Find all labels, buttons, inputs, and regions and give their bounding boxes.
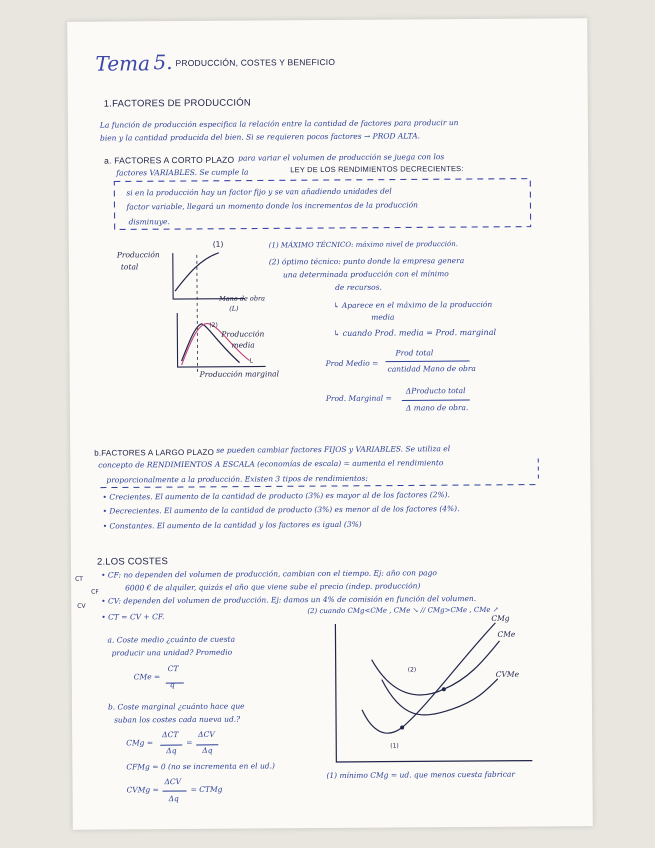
curve-cmg-label: CMg (491, 613, 510, 623)
s1-line-1: La función de producción especifica la relación entre la cantidad de factores para producir un (99, 118, 459, 130)
b-heading: b.FACTORES A LARGO PLAZO (94, 447, 215, 458)
bottom-note: (1) mínimo CMg = ud. que menos cuesta fabricar (326, 769, 515, 781)
cf-mark: CF (91, 588, 99, 596)
curve-cvme-label: CVMe (495, 669, 520, 679)
tema-number: 5. (153, 50, 173, 75)
prod-medio-lhs: Prod Medio = (325, 358, 379, 369)
cfmg-line: CFMg = 0 (no se incrementa en el ud.) (126, 761, 275, 772)
b-bullet-2: • Decrecientes. El aumento de la cantidad de producto (3%) es menor al de los factores (4%). (102, 504, 460, 516)
cvmg-lhs: CVMg = (126, 785, 159, 795)
prod-marginal-den: Δ mano de obra. (405, 403, 469, 413)
note-1: (1) MÁXIMO TÉCNICO: máximo nivel de producción. (268, 240, 459, 250)
law-box-line-2: factor variable, llegará un momento donde los incrementos de la producción (126, 200, 419, 212)
b-line-3: proporcionalmente a la producción. Existen 3 tipos de rendimientos: (106, 473, 368, 485)
a-line-1: para variar el volumen de producción se juega con los (238, 152, 445, 163)
graph1-ylabel-1: Producción (116, 250, 160, 260)
graph1-pmg: Producción marginal (199, 369, 280, 379)
cmg-num-1: ΔCT (162, 730, 179, 740)
note-3b: media (371, 312, 395, 322)
tema-subtitle: PRODUCCIÓN, COSTES Y BENEFICIO (175, 56, 336, 69)
notebook-page (67, 18, 593, 830)
prod-marginal-num: ΔProducto total (405, 386, 466, 396)
a-heading: a. FACTORES A CORTO PLAZO (104, 154, 235, 166)
graph1-xmark: L (249, 357, 253, 365)
s1-line-2: bien y la cantidad producida del bien. Si se requieren pocos factores → PROD ALTA. (99, 131, 421, 143)
s2-line-4: • CT = CV + CF. (101, 612, 165, 622)
graph1-pm-2: media (231, 340, 255, 350)
cvmg-den: Δq (168, 794, 179, 804)
section-2-heading: 2.LOS COSTES (96, 556, 169, 568)
cmg-den-2: Δq (202, 745, 213, 755)
graph1-xlabel-2: (L) (229, 304, 239, 313)
s2-line-2: 6000 € de alquiler, quizás el año que viene sube el precio (indep. producción) (125, 581, 421, 593)
graph1-mark-1: (1) (212, 239, 224, 249)
cvmg-rhs: = CTMg (190, 784, 223, 794)
graph1-ylabel-2: total (120, 262, 139, 272)
coste-medio-1: a. Coste medio ¿cuánto de cuesta (107, 634, 236, 645)
note-4: ↳ cuando Prod. media = Prod. marginal (333, 327, 497, 338)
graph2-mark-1: (1) (390, 742, 399, 750)
coste-marginal-2: suban los costes cada nueva ud.? (114, 714, 241, 725)
prod-medio-den: cantidad Mano de obra (387, 363, 476, 374)
graph1-pm-1: Producción (221, 329, 265, 339)
cmg-lhs: CMg = (126, 738, 154, 748)
b-line-1: se pueden cambiar factores FIJOS y VARIABLES. Se utiliza el (216, 444, 451, 455)
graph1-xlabel-1: Mano de obra (219, 294, 265, 303)
tema-title: Tema (95, 51, 151, 76)
a-law: LEY DE LOS RENDIMIENTOS DECRECIENTES: (290, 164, 464, 175)
ct-mark: CT (75, 575, 83, 583)
note-3a: ↳ Aparece en el máximo de la producción (333, 299, 493, 310)
cv-mark: CV (77, 602, 86, 610)
graph1-mark-2: (2) (209, 321, 218, 329)
curve-cme-label: CMe (497, 629, 516, 639)
s2-note-2: (2) cuando CMg<CMe , CMe ↘ // CMg>CMe , CMe ↗ (307, 605, 499, 616)
s2-line-1: • CF: no dependen del volumen de producción, cambian con el tiempo. Ej: año con pago (101, 568, 437, 580)
coste-medio-2: producir una unidad? Promedio (111, 647, 233, 658)
coste-marginal-1: b. Coste marginal ¿cuánto hace que (107, 701, 245, 712)
cme-lhs: CMe = (133, 672, 161, 682)
cmg-num-2: ΔCV (198, 729, 215, 739)
note-2a: (2) óptimo técnico: punto donde la empresa genera (268, 256, 465, 267)
prod-medio-num: Prod total (395, 348, 434, 358)
law-box-line-3: disminuye. (128, 217, 170, 227)
note-2c: de recursos. (335, 282, 382, 292)
b-bullet-1: • Crecientes. El aumento de la cantidad de producto (3%) es mayor al de los factores (2%). (102, 490, 450, 502)
cme-den: q (169, 680, 175, 690)
b-line-2: concepto de RENDIMIENTOS A ESCALA (economías de escala) = aumenta el rendimiento (98, 458, 444, 470)
cmg-den-1: Δq (166, 746, 177, 756)
s2-line-3: • CV: dependen del volumen de producción. Ej: damos un 4% de comisión en función del volumen. (101, 593, 477, 606)
cost-curves-graph (67, 18, 593, 830)
note-2b: una determinada producción con el mínimo (282, 269, 449, 280)
law-box-line-1: si en la producción hay un factor fijo y se van añadiendo unidades del (126, 186, 392, 198)
cme-num: CT (167, 664, 179, 674)
prod-marginal-lhs: Prod. Marginal = (325, 393, 392, 404)
section-1-heading: 1.FACTORES DE PRODUCCIÓN (103, 97, 251, 110)
b-bullet-3: • Constantes. El aumento de la cantidad y los factores es igual (3%) (102, 519, 362, 531)
a-line-2: factores VARIABLES. Se cumple la (116, 167, 249, 178)
cmg-eq: = (186, 737, 193, 748)
graph2-mark-2: (2) (407, 666, 417, 674)
cvmg-num: ΔCV (164, 777, 182, 787)
